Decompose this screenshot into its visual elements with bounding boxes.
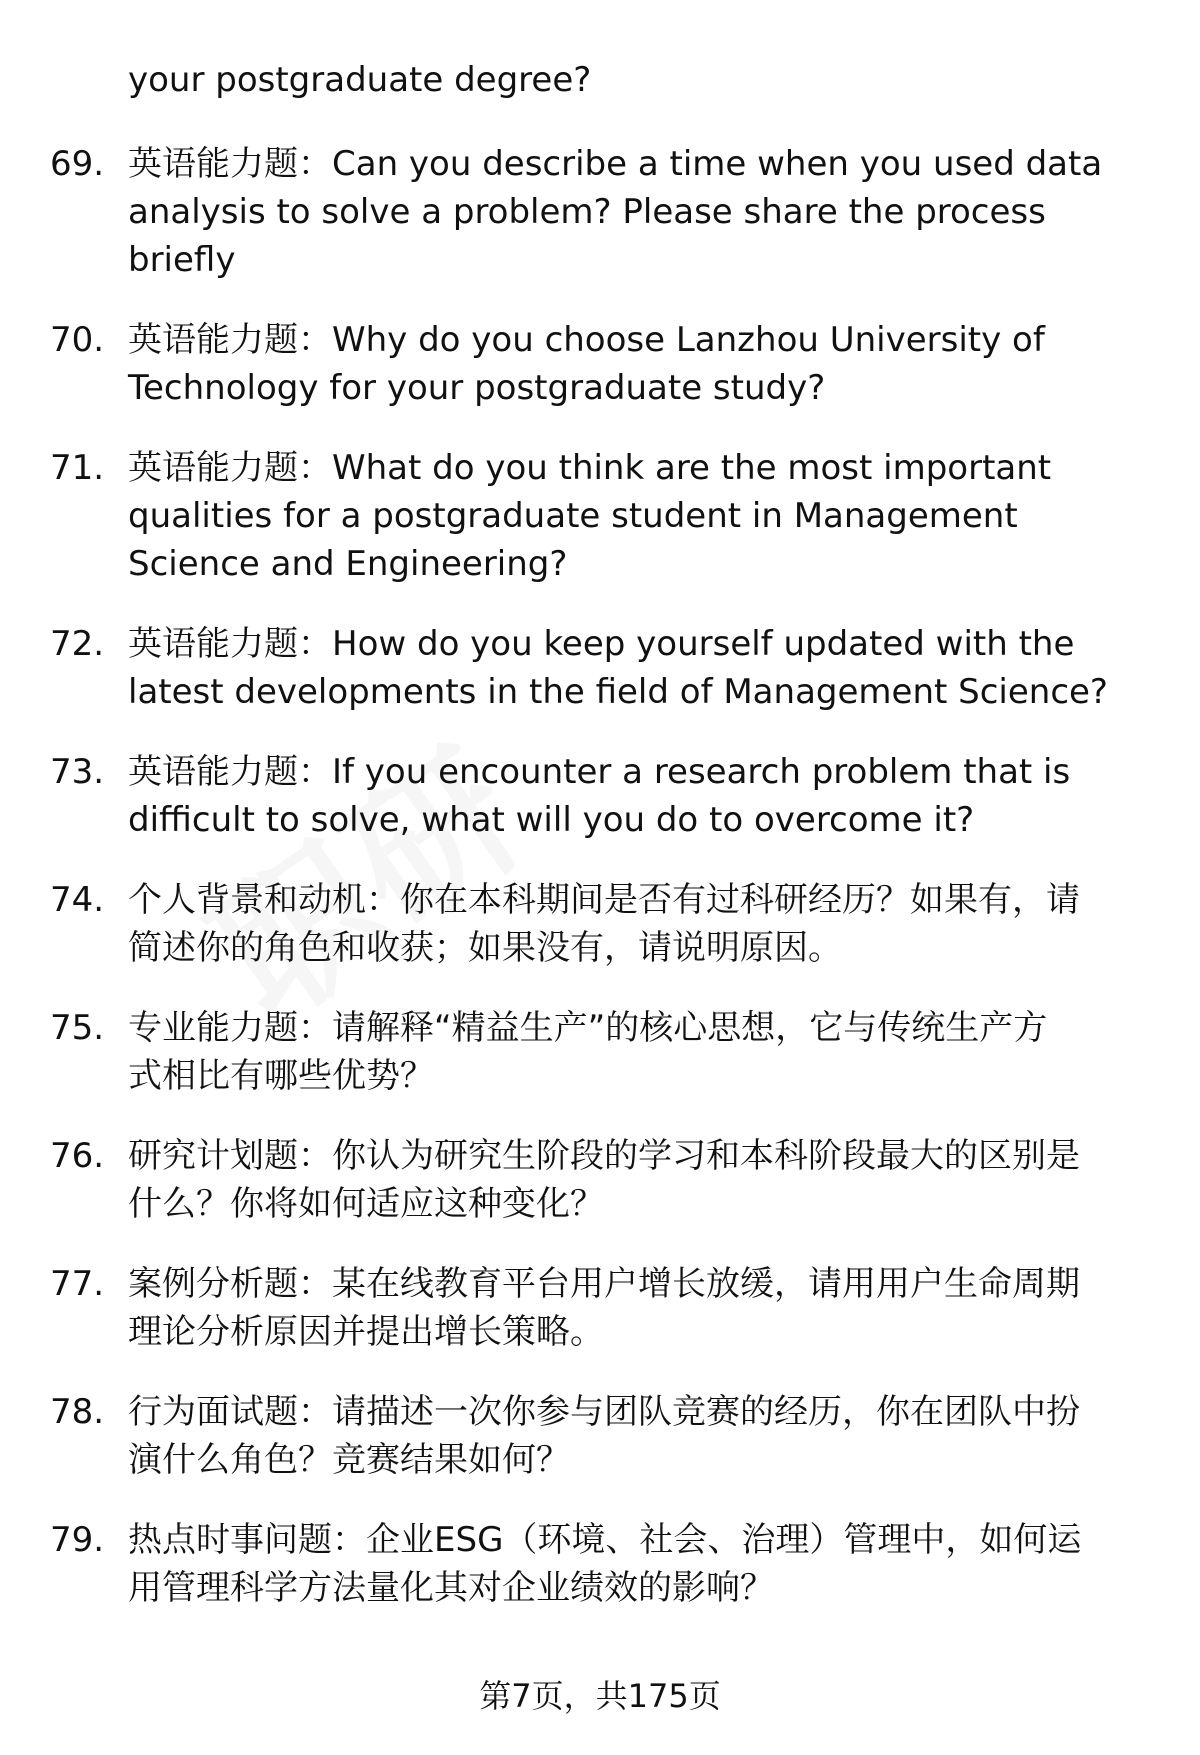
question-number: 69. <box>50 144 105 184</box>
question-number: 70. <box>50 320 105 360</box>
question-number: 76. <box>50 1136 105 1176</box>
question-text: 热点时事问题：企业ESG（环境、社会、治理）管理中，如何运 用管理科学方法量化其对企业绩效的影响？ <box>128 1520 1082 1608</box>
question-list <box>0 140 1200 1644</box>
question-text: 英语能力题：What do you think are the most important qualities for a postgraduate student in Management Science and Engineering? <box>128 448 1052 584</box>
page-footer: 第7页，共175页 <box>479 1677 721 1715</box>
question-item <box>0 1132 1200 1228</box>
question-number: 78. <box>50 1392 105 1432</box>
question-number: 79. <box>50 1520 105 1560</box>
question-number: 71. <box>50 448 105 488</box>
question-item <box>0 316 1200 412</box>
question-text: 英语能力题：If you encounter a research problem that is difficult to solve, what will you do to overcome it? <box>128 752 1071 840</box>
question-number: 72. <box>50 624 105 664</box>
question-item <box>0 1004 1200 1100</box>
question-number: 73. <box>50 752 105 792</box>
question-item <box>0 1516 1200 1612</box>
question-item <box>0 748 1200 844</box>
question-text: 英语能力题：Can you describe a time when you used data analysis to solve a problem? Please share the process briefly <box>128 144 1103 280</box>
question-text: 研究计划题：你认为研究生阶段的学习和本科阶段最大的区别是 什么？你将如何适应这种变化？ <box>128 1136 1080 1224</box>
question-number: 75. <box>50 1008 105 1048</box>
question-item <box>0 140 1200 284</box>
question-number: 77. <box>50 1264 105 1304</box>
question-item <box>0 1260 1200 1356</box>
question-text: 英语能力题：Why do you choose Lanzhou University of Technology for your postgraduate study? <box>128 320 1045 408</box>
question-item <box>0 876 1200 972</box>
question-text: 案例分析题：某在线教育平台用户增长放缓，请用用户生命周期 理论分析原因并提出增长策略。 <box>128 1264 1080 1352</box>
question-item <box>0 444 1200 588</box>
question-number: 74. <box>50 880 105 920</box>
question-text: 英语能力题：How do you keep yourself updated with the latest developments in the field of Management Science? <box>128 624 1108 712</box>
question-text: 专业能力题：请解释“精益生产”的核心思想，它与传统生产方 式相比有哪些优势？ <box>128 1008 1048 1096</box>
question-text: 行为面试题：请描述一次你参与团队竞赛的经历，你在团队中扮 演什么角色？竞赛结果如何？ <box>128 1392 1080 1480</box>
question-continuation: your postgraduate degree? <box>128 60 592 100</box>
question-text: 个人背景和动机：你在本科期间是否有过科研经历？如果有，请 简述你的角色和收获；如果没有，请说明原因。 <box>128 880 1080 968</box>
question-item <box>0 620 1200 716</box>
question-item <box>0 1388 1200 1484</box>
